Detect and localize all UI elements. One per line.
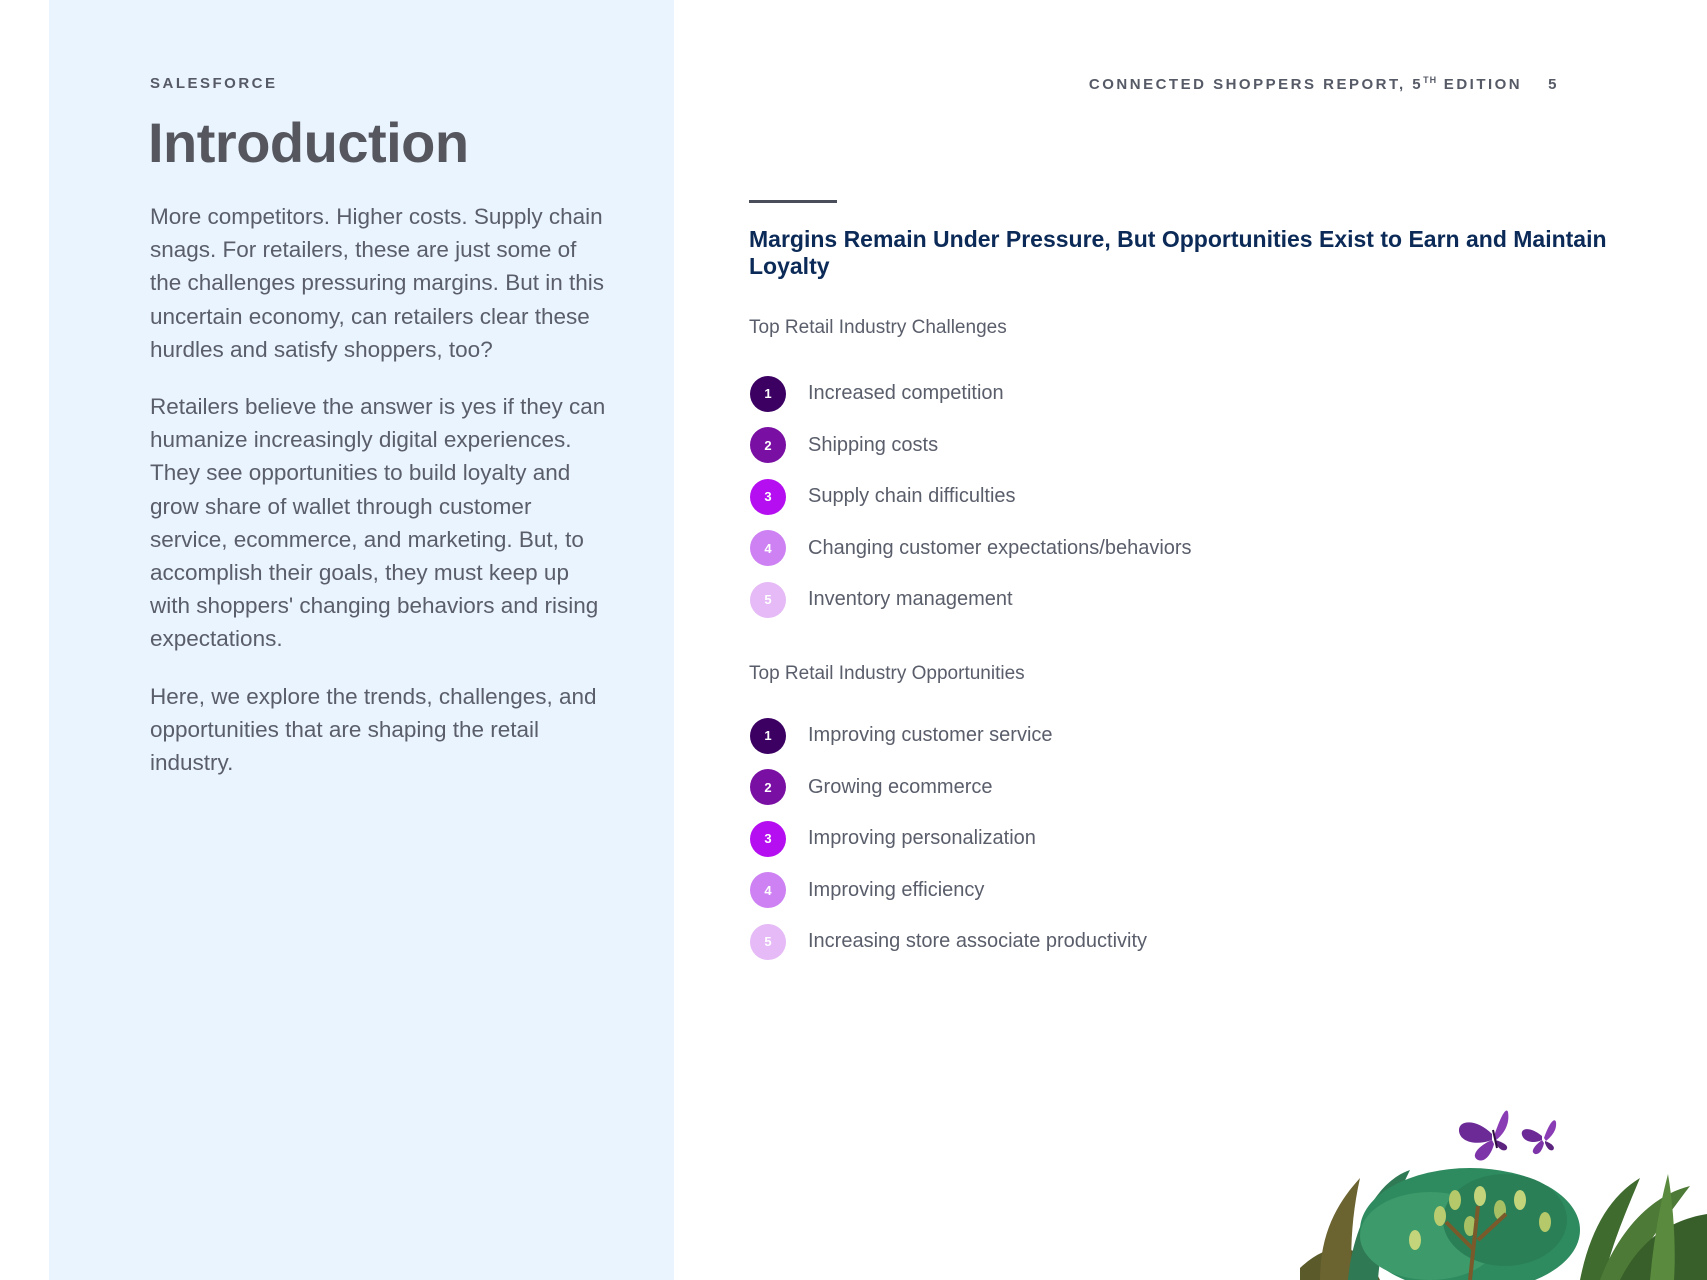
rank-badge: 3 <box>750 821 786 857</box>
rank-badge: 2 <box>750 427 786 463</box>
rank-badge: 5 <box>750 924 786 960</box>
report-title-superscript: TH <box>1423 75 1438 85</box>
rank-badge: 4 <box>750 530 786 566</box>
intro-paragraph: More competitors. Higher costs. Supply chain snags. For retailers, these are just some of the challenges pressuring margins. But in this uncertain economy, can retailers clear these hurdles and satisfy shoppers, too? <box>150 204 604 362</box>
opportunity-label: Increasing store associate productivity <box>808 930 1148 953</box>
rank-badge: 1 <box>750 718 786 754</box>
opportunity-label: Improving customer service <box>808 724 1053 747</box>
challenge-label: Supply chain difficulties <box>808 485 1016 508</box>
opportunity-label: Growing ecommerce <box>808 775 993 798</box>
report-title-prefix: CONNECTED SHOPPERS REPORT, 5 <box>1088 76 1424 93</box>
rank-badge: 5 <box>750 582 786 618</box>
section-heading: Margins Remain Under Pressure, But Opportunities Exist to Earn and Maintain Loyalty <box>749 226 1607 279</box>
rank-badge: 1 <box>750 376 786 412</box>
brand-label: SALESFORCE <box>150 75 278 92</box>
intro-paragraph: Retailers believe the answer is yes if they can humanize increasingly digital experiences. They see opportunities to build loyalty and grow share of wallet through customer service, ecommerce, and marketing. But, to accomplish their goals, they must keep up with shoppers' changing behaviors and rising expectations. <box>150 394 606 652</box>
page-number: 5 <box>1548 76 1559 93</box>
rank-badge: 3 <box>750 479 786 515</box>
rank-badge: 2 <box>750 769 786 805</box>
challenges-title: Top Retail Industry Challenges <box>749 317 1007 338</box>
opportunity-label: Improving efficiency <box>808 878 985 901</box>
opportunity-label: Improving personalization <box>808 827 1036 850</box>
opportunities-title: Top Retail Industry Opportunities <box>749 663 1025 684</box>
butterfly-icon <box>1459 1110 1508 1160</box>
challenge-label: Inventory management <box>808 588 1013 611</box>
page-title: Introduction <box>148 111 469 174</box>
challenge-label: Increased competition <box>808 382 1004 405</box>
butterfly-icon <box>1522 1120 1556 1154</box>
intro-paragraph: Here, we explore the trends, challenges, and opportunities that are shaping the retail industry. <box>150 683 597 776</box>
challenge-label: Shipping costs <box>808 433 939 456</box>
plant-leaves-icon <box>1300 1168 1707 1280</box>
challenge-label: Changing customer expectations/behaviors <box>808 536 1192 559</box>
report-title-suffix: EDITION <box>1437 76 1523 93</box>
rank-badge: 4 <box>750 872 786 908</box>
